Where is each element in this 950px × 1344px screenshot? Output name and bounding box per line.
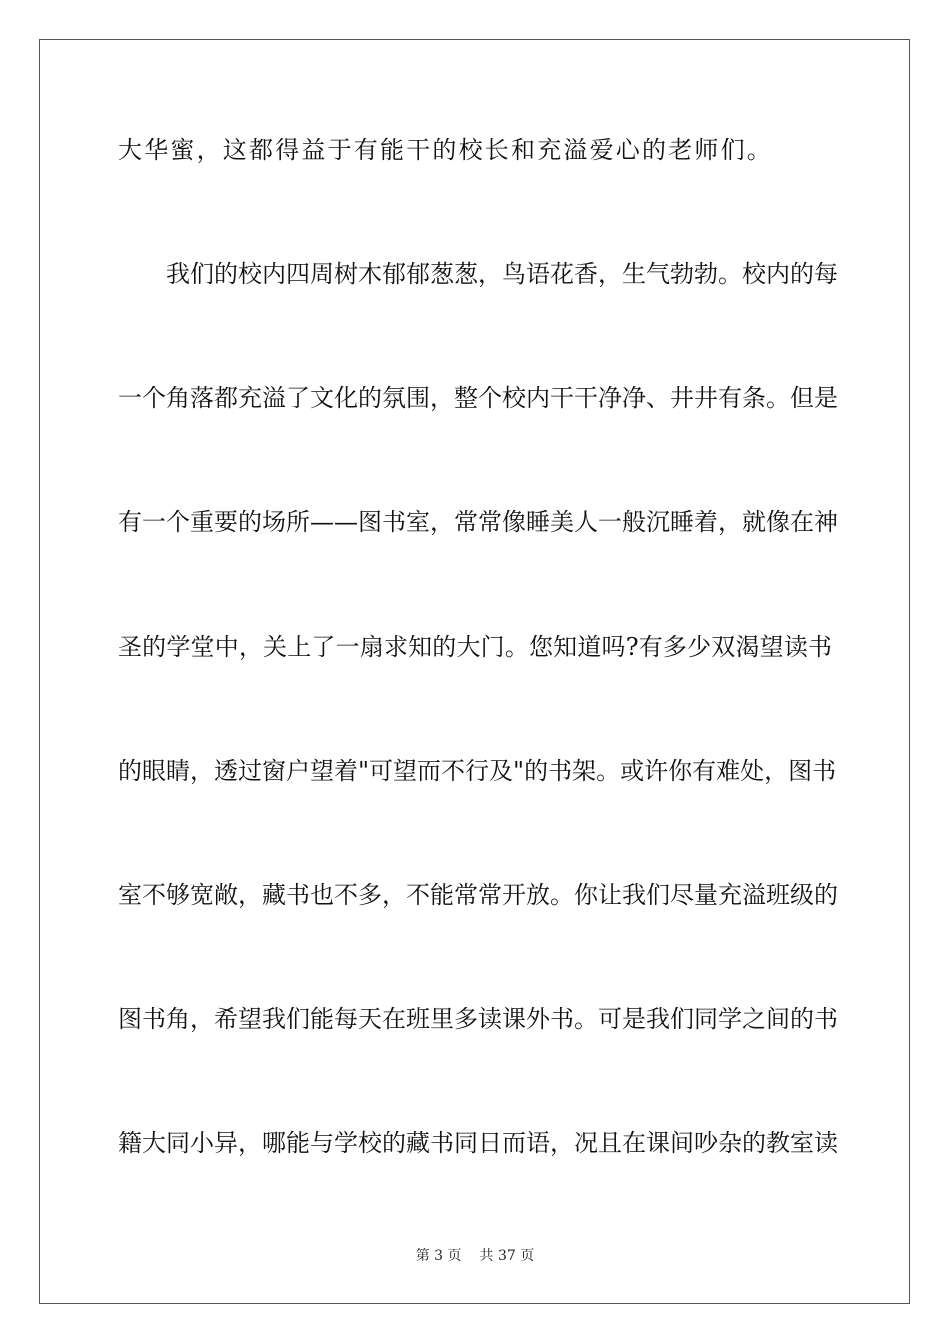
text-line-9: 籍大同小异，哪能与学校的藏书同日而语，况且在课间吵杂的教室读 — [118, 1129, 838, 1157]
text-line-5: 圣的学堂中，关上了一扇求知的大门。您知道吗?有多少双渴望读书 — [118, 633, 832, 661]
page-number: 第 3 页 — [415, 1248, 462, 1264]
text-line-4: 有一个重要的场所——图书室，常常像睡美人一般沉睡着，就像在神 — [118, 508, 838, 536]
text-line-6: 的眼睛，透过窗户望着"可望而不行及"的书架。或许你有难处，图书 — [118, 757, 837, 785]
page-total: 共 37 页 — [479, 1248, 535, 1264]
text-line-2: 我们的校内四周树木郁郁葱葱，鸟语花香，生气勃勃。校内的每 — [166, 260, 838, 288]
text-line-3: 一个角落都充溢了文化的氛围，整个校内干干净净、井井有条。但是 — [118, 384, 838, 412]
text-line-8: 图书角，希望我们能每天在班里多读课外书。可是我们同学之间的书 — [118, 1005, 838, 1033]
text-line-7: 室不够宽敞，藏书也不多，不能常常开放。你让我们尽量充溢班级的 — [118, 881, 838, 909]
page-footer — [0, 1247, 950, 1265]
page-border — [39, 39, 910, 1304]
text-line-1: 大华蜜，这都得益于有能干的校长和充溢爱心的老师们。 — [118, 136, 773, 164]
